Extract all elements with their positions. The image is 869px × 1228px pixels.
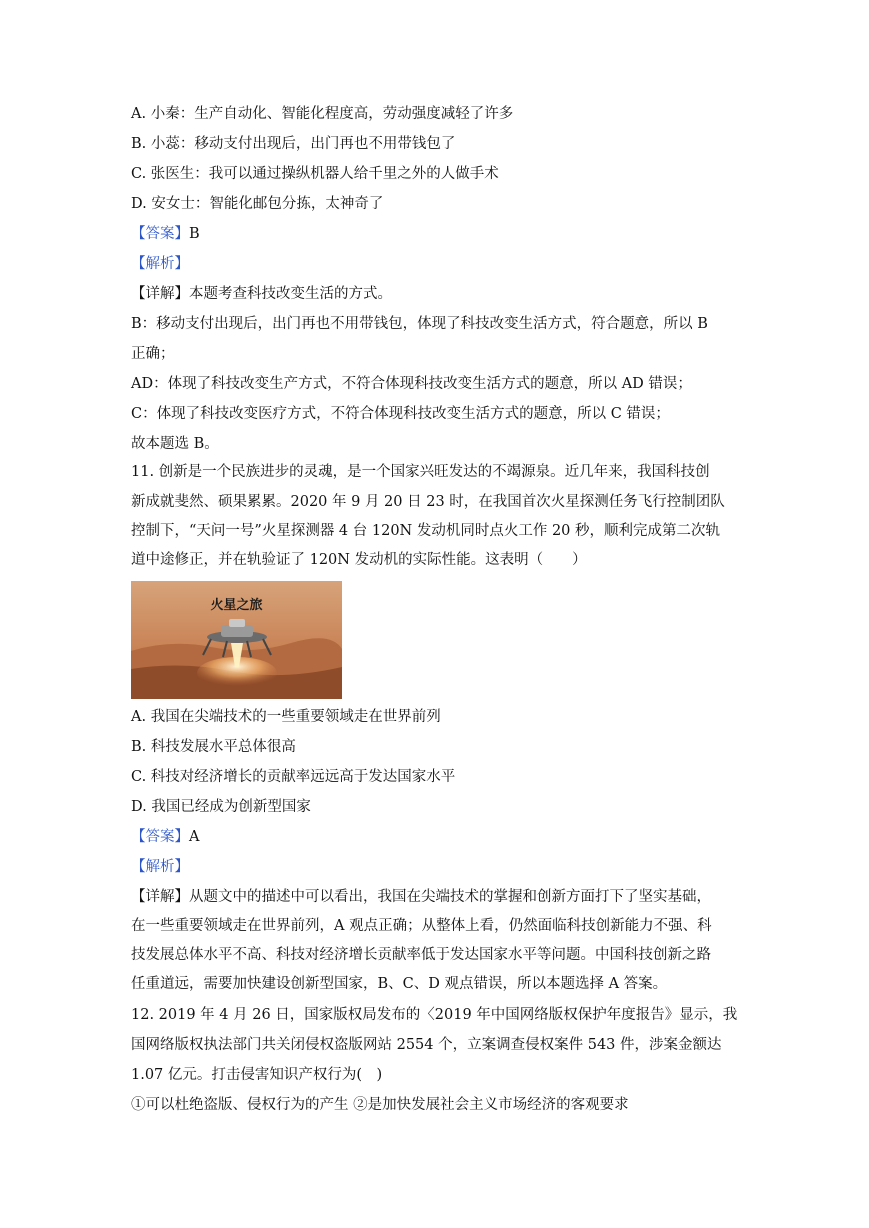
q11-detail-line: 技发展总体水平不高、科技对经济增长贡献率低于发达国家水平等问题。中国科技创新之路 xyxy=(131,947,711,963)
mars-lander-image xyxy=(131,581,342,699)
q11-option-b: B. 科技发展水平总体很高 xyxy=(131,739,296,755)
q11-detail-line xyxy=(131,887,711,907)
detail-label: 【详解】 xyxy=(131,889,189,905)
answer-label: 【答案】 xyxy=(131,829,189,845)
answer-value: A xyxy=(189,829,200,845)
q11-analysis-label: 【解析】 xyxy=(131,859,189,875)
q10-detail-line: AD：体现了科技改变生产方式，不符合体现科技改变生活方式的题意，所以 AD 错误； xyxy=(131,376,692,392)
q11-detail-line: 在一些重要领域走在世界前列，A 观点正确；从整体上看，仍然面临科技创新能力不强、科 xyxy=(131,918,712,934)
image-title: 火星之旅 xyxy=(210,598,263,613)
q10-answer xyxy=(131,224,200,244)
answer-label: 【答案】 xyxy=(131,226,189,242)
q10-detail-line: C：体现了科技改变医疗方式，不符合体现科技改变生活方式的题意，所以 C 错误； xyxy=(131,406,670,422)
q11-option-d: D. 我国已经成为创新型国家 xyxy=(131,799,311,815)
q10-option-d: D. 安女士：智能化邮包分拣，太神奇了 xyxy=(131,196,384,212)
q10-detail-line xyxy=(131,284,392,304)
q10-detail-line: B：移动支付出现后，出门再也不用带钱包，体现了科技改变生活方式，符合题意，所以 B xyxy=(131,316,708,332)
q11-stem-line: 道中途修正，并在轨验证了 120N 发动机的实际性能。这表明（ ） xyxy=(131,552,587,568)
q11-detail-line: 任重道远，需要加快建设创新型国家，B、C、D 观点错误，所以本题选择 A 答案。 xyxy=(131,976,668,992)
q10-analysis-label: 【解析】 xyxy=(131,256,189,272)
q11-stem-line: 新成就斐然、硕果累累。2020 年 9 月 20 日 23 时，在我国首次火星探测任务飞行控制团队 xyxy=(131,494,725,510)
q10-option-b: B. 小蕊：移动支付出现后，出门再也不用带钱包了 xyxy=(131,136,456,152)
q11-stem-line: 11. 创新是一个民族进步的灵魂，是一个国家兴旺发达的不竭源泉。近几年来，我国科技创 xyxy=(131,464,710,480)
q10-detail-line: 正确； xyxy=(131,346,175,362)
q12-stem-line: ①可以杜绝盗版、侵权行为的产生 ②是加快发展社会主义市场经济的客观要求 xyxy=(131,1097,629,1113)
q12-stem-line: 12. 2019 年 4 月 26 日，国家版权局发布的〈2019 年中国网络版权保护年度报告》显示，我 xyxy=(131,1007,738,1023)
q11-answer xyxy=(131,827,199,847)
q10-option-a: A. 小秦：生产自动化、智能化程度高，劳动强度减轻了许多 xyxy=(131,106,514,122)
detail-text: 本题考查科技改变生活的方式。 xyxy=(189,286,392,302)
q11-stem-line: 控制下，“天问一号”火星探测器 4 台 120N 发动机同时点火工作 20 秒，顺利完成第二次轨 xyxy=(131,523,721,539)
q10-option-c: C. 张医生：我可以通过操纵机器人给千里之外的人做手术 xyxy=(131,166,499,182)
detail-text: 从题文中的描述中可以看出，我国在尖端技术的掌握和创新方面打下了坚实基础， xyxy=(189,889,711,905)
q10-detail-line: 故本题选 B。 xyxy=(131,436,219,452)
q12-stem-line: 国网络版权执法部门共关闭侵权盗版网站 2554 个，立案调查侵权案件 543 件，涉案金额达 xyxy=(131,1037,722,1053)
detail-label: 【详解】 xyxy=(131,286,189,302)
q11-option-c: C. 科技对经济增长的贡献率远远高于发达国家水平 xyxy=(131,769,456,785)
answer-value: B xyxy=(189,226,200,242)
mars-scene-illustration xyxy=(131,581,342,699)
q11-option-a: A. 我国在尖端技术的一些重要领域走在世界前列 xyxy=(131,709,441,725)
q12-stem-line: 1.07 亿元。打击侵害知识产权行为( ) xyxy=(131,1067,383,1083)
